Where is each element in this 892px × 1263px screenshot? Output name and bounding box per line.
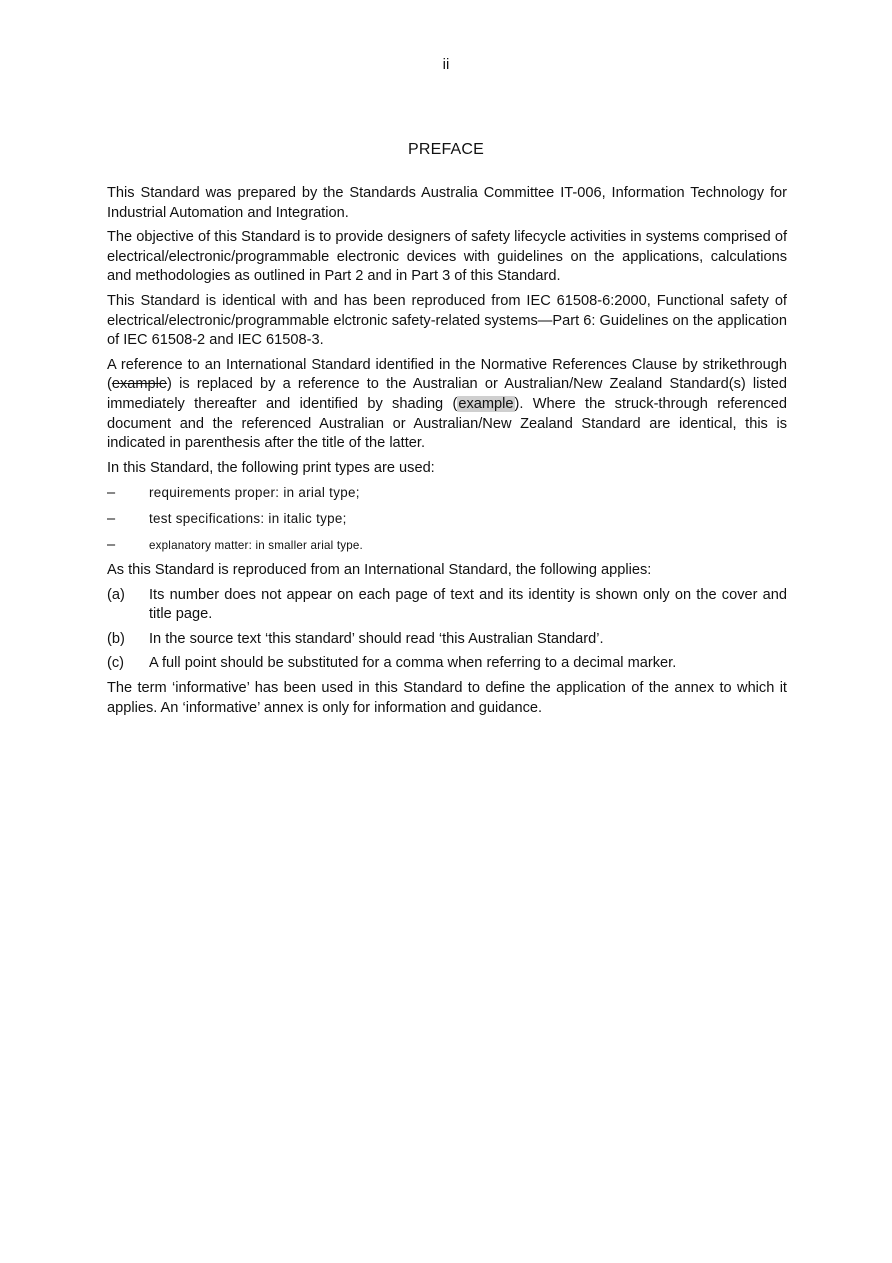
preface-heading: PREFACE — [407, 141, 485, 158]
dash-marker: – — [107, 485, 116, 502]
references-text-2: ) is replaced by a reference to the Australian or Australian/New Zealand Standard(s) listed immediately thereafter and identified by shading ( — [107, 376, 787, 412]
print-type-text: test specifications: in italic type; — [149, 511, 347, 527]
list-label: (c) — [107, 655, 125, 672]
applies-item — [107, 586, 787, 625]
paragraph-print-types: In this Standard, the following print types are used: — [107, 459, 435, 476]
applies-item — [107, 654, 787, 674]
page-number: ii — [442, 56, 450, 73]
list-text: Its number does not appear on each page of text and its identity is shown only on the cover and title page. — [149, 586, 787, 623]
paragraph-objective: The objective of this Standard is to provide designers of safety lifecycle activities in systems comprised of electrical/electronic/programmable electronic devices with guidelines on the applications, calculations and methodologies as outlined in Part 2 and in Part 3 of this Standard. — [107, 229, 787, 285]
references-text-1: A reference to an International Standard identified in the Normative References Clause by strikethrough ( — [107, 356, 787, 393]
paragraph-informative: The term ‘informative’ has been used in this Standard to define the application of the annex to which it applies. An ‘informative’ annex is only for information and guidance. — [107, 679, 787, 716]
preface-body — [107, 184, 787, 723]
print-type-item — [107, 483, 787, 504]
paragraph-committee: This Standard was prepared by the Standards Australia Committee IT-006, Information Technology for Industrial Automation and Integration. — [107, 185, 787, 221]
print-type-text: requirements proper: in arial type; — [149, 485, 360, 501]
shaded-example: example — [458, 395, 514, 412]
list-text: In the source text ‘this standard’ should read ‘this Australian Standard’. — [149, 630, 604, 647]
print-type-item — [107, 509, 787, 530]
dash-marker: – — [107, 511, 116, 528]
applies-item — [107, 630, 787, 650]
print-type-item — [107, 536, 787, 556]
dash-marker: – — [107, 536, 116, 553]
references-text-3: ). Where the struck-through referenced document and the referenced Australian or Australian/New Zealand Standard are identical, this is indicated in parenthesis after the title of the latter. — [107, 395, 788, 452]
print-type-text: explanatory matter: in smaller arial type. — [149, 538, 363, 552]
paragraph-applies: As this Standard is reproduced from an International Standard, the following applies: — [107, 562, 652, 578]
paragraph-references — [107, 356, 787, 454]
strikethrough-example: example — [111, 376, 168, 393]
paragraph-identical: This Standard is identical with and has been reproduced from IEC 61508-6:2000, Functional safety of electrical/electronic/programmable elctronic safety-related systems—Part 6: Guidelines on the application of IEC 61508-2 and IEC 61508-3. — [107, 292, 787, 349]
list-label: (a) — [107, 586, 125, 603]
list-text: A full point should be substituted for a comma when referring to a decimal marker. — [149, 655, 677, 672]
list-label: (b) — [107, 630, 125, 647]
